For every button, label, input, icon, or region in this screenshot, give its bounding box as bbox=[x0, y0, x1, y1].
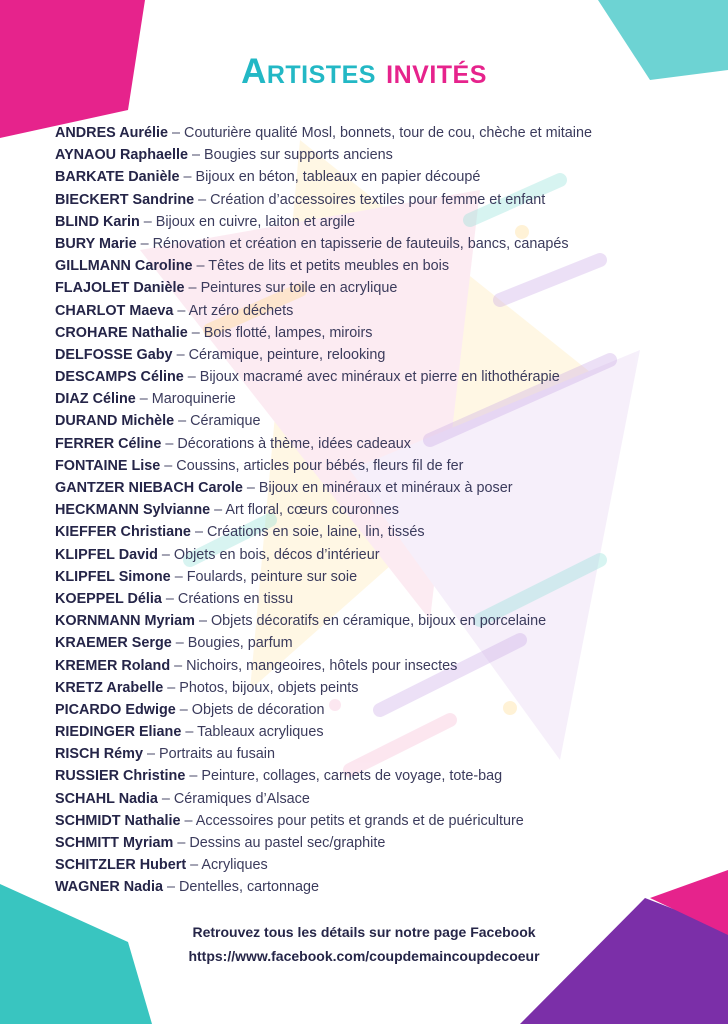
list-item bbox=[55, 433, 695, 455]
page-title bbox=[0, 50, 728, 94]
artist-description: Décorations à thème, idées cadeaux bbox=[177, 435, 411, 452]
separator-dash: – bbox=[167, 679, 176, 696]
artist-name: FERRER Céline bbox=[55, 435, 162, 452]
artist-name: KORNMANN Myriam bbox=[55, 613, 195, 630]
artist-description: Tableaux acryliques bbox=[197, 724, 324, 741]
artist-description: Têtes de lits et petits meubles en bois bbox=[208, 258, 450, 275]
list-item bbox=[55, 521, 695, 543]
artist-description: Création d’accessoires textiles pour femme et enfant bbox=[210, 191, 546, 208]
artist-description: Acryliques bbox=[201, 857, 268, 874]
list-item bbox=[55, 588, 695, 610]
separator-dash: – bbox=[176, 346, 185, 363]
artist-description: Objets décoratifs en céramique, bijoux en porcelaine bbox=[210, 613, 547, 630]
artist-name: KLIPFEL Simone bbox=[55, 568, 171, 585]
artist-name: AYNAOU Raphaelle bbox=[55, 147, 189, 164]
artist-name: GILLMANN Caroline bbox=[55, 258, 193, 275]
list-item bbox=[55, 144, 695, 166]
list-item bbox=[55, 499, 695, 521]
list-item bbox=[55, 566, 695, 588]
separator-dash: – bbox=[165, 435, 174, 452]
artist-name: ANDRES Aurélie bbox=[55, 125, 169, 141]
artist-description: Bijoux en béton, tableaux en papier découpé bbox=[195, 169, 481, 186]
artist-description: Art floral, cœurs couronnes bbox=[225, 502, 399, 519]
artist-name: HECKMANN Sylvianne bbox=[55, 502, 211, 519]
list-item bbox=[55, 544, 695, 566]
title-part-1: Artistes bbox=[241, 52, 376, 91]
artist-description: Nichoirs, mangeoires, hôtels pour insectes bbox=[186, 657, 458, 674]
artist-description: Maroquinerie bbox=[151, 391, 236, 408]
artist-description: Portraits au fusain bbox=[158, 746, 275, 763]
list-item bbox=[55, 410, 695, 432]
separator-dash: – bbox=[185, 724, 194, 741]
artist-description: Art zéro déchets bbox=[188, 302, 294, 319]
artist-name: RIEDINGER Eliane bbox=[55, 724, 182, 741]
artist-description: Couturière qualité Mosl, bonnets, tour de cou, chèche et mitaine bbox=[184, 125, 593, 141]
separator-dash: – bbox=[190, 857, 199, 874]
artist-description: Coussins, articles pour bébés, fleurs fil de fer bbox=[176, 457, 464, 474]
list-item bbox=[55, 655, 695, 677]
artist-name: RISCH Rémy bbox=[55, 746, 143, 763]
artist-name: DESCAMPS Céline bbox=[55, 369, 184, 386]
artist-description: Céramiques d’Alsace bbox=[173, 790, 310, 807]
artist-name: CROHARE Nathalie bbox=[55, 324, 188, 341]
separator-dash: – bbox=[161, 790, 170, 807]
artist-description: Créations en soie, laine, lin, tissés bbox=[206, 524, 425, 541]
separator-dash: – bbox=[187, 369, 196, 386]
separator-dash: – bbox=[140, 235, 149, 252]
artist-description: Bougies, parfum bbox=[187, 635, 293, 652]
artist-name: FLAJOLET Danièle bbox=[55, 280, 185, 297]
separator-dash: – bbox=[143, 213, 152, 230]
artist-name: BLIND Karin bbox=[55, 213, 140, 230]
artist-name: BIECKERT Sandrine bbox=[55, 191, 195, 208]
separator-dash: – bbox=[196, 258, 205, 275]
artist-description: Objets en bois, décos d’intérieur bbox=[173, 546, 380, 563]
separator-dash: – bbox=[174, 568, 183, 585]
artist-description: Rénovation et création en tapisserie de fauteuils, bancs, canapés bbox=[152, 235, 569, 252]
list-item bbox=[55, 300, 695, 322]
artist-name: KIEFFER Christiane bbox=[55, 524, 191, 541]
list-item bbox=[55, 277, 695, 299]
separator-dash: – bbox=[139, 391, 148, 408]
artist-description: Bijoux macramé avec minéraux et pierre en lithothérapie bbox=[199, 369, 560, 386]
artist-name: RUSSIER Christine bbox=[55, 768, 186, 785]
list-item bbox=[55, 788, 695, 810]
artist-description: Dentelles, cartonnage bbox=[178, 879, 319, 896]
footer-text: Retrouvez tous les détails sur notre page Facebook bbox=[192, 924, 536, 940]
separator-dash: – bbox=[192, 147, 201, 164]
artist-list bbox=[55, 122, 695, 899]
artist-name: KREMER Roland bbox=[55, 657, 171, 674]
separator-dash: – bbox=[183, 169, 192, 186]
artist-description: Bijoux en cuivre, laiton et argile bbox=[155, 213, 355, 230]
list-item bbox=[55, 854, 695, 876]
artist-description: Céramique, peinture, relooking bbox=[188, 346, 386, 363]
separator-dash: – bbox=[165, 590, 174, 607]
artist-description: Créations en tissu bbox=[177, 590, 294, 607]
artist-name: KRETZ Arabelle bbox=[55, 679, 164, 696]
separator-dash: – bbox=[246, 480, 255, 496]
artist-name: PICARDO Edwige bbox=[55, 701, 176, 718]
list-item bbox=[55, 743, 695, 765]
artist-name: WAGNER Nadia bbox=[55, 879, 163, 896]
artist-description: Photos, bijoux, objets peints bbox=[179, 679, 359, 696]
artist-name: FONTAINE Lise bbox=[55, 457, 161, 474]
separator-dash: – bbox=[172, 125, 181, 141]
separator-dash: – bbox=[191, 324, 200, 341]
artist-description: Objets de décoration bbox=[191, 701, 325, 718]
separator-dash: – bbox=[214, 502, 223, 519]
artist-description: Peinture, collages, carnets de voyage, tote-bag bbox=[201, 768, 503, 785]
list-item bbox=[55, 765, 695, 787]
title-part-2: invités bbox=[386, 52, 487, 91]
list-item bbox=[55, 810, 695, 832]
list-item bbox=[55, 166, 695, 188]
list-item bbox=[55, 322, 695, 344]
artist-description: Dessins au pastel sec/graphite bbox=[189, 835, 386, 851]
list-item bbox=[55, 876, 695, 898]
list-item bbox=[55, 677, 695, 699]
artist-name: KLIPFEL David bbox=[55, 546, 158, 563]
separator-dash: – bbox=[198, 613, 207, 630]
list-item bbox=[55, 632, 695, 654]
separator-dash: – bbox=[188, 280, 197, 297]
artist-name: SCHMIDT Nathalie bbox=[55, 812, 181, 829]
list-item bbox=[55, 233, 695, 255]
list-item bbox=[55, 366, 695, 388]
separator-dash: – bbox=[166, 879, 175, 896]
artist-description: Bougies sur supports anciens bbox=[204, 147, 393, 164]
list-item bbox=[55, 721, 695, 743]
artist-name: BARKATE Danièle bbox=[55, 169, 180, 186]
artist-name: SCHITZLER Hubert bbox=[55, 857, 187, 874]
artist-description: Bijoux en minéraux et minéraux à poser bbox=[258, 480, 513, 496]
artist-description: Peintures sur toile en acrylique bbox=[200, 280, 398, 297]
facebook-link[interactable]: https://www.facebook.com/coupdemaincoupdecoeur bbox=[188, 948, 540, 964]
separator-dash: – bbox=[177, 835, 186, 851]
artist-name: DIAZ Céline bbox=[55, 391, 136, 408]
separator-dash: – bbox=[198, 191, 207, 208]
artist-description: Accessoires pour petits et grands et de puériculture bbox=[195, 812, 524, 829]
artist-name: KOEPPEL Délia bbox=[55, 590, 162, 607]
separator-dash: – bbox=[184, 812, 193, 829]
list-item bbox=[55, 699, 695, 721]
artist-name: DELFOSSE Gaby bbox=[55, 346, 173, 363]
artist-name: SCHAHL Nadia bbox=[55, 790, 158, 807]
separator-dash: – bbox=[194, 524, 203, 541]
list-item bbox=[55, 832, 695, 854]
artist-description: Bois flotté, lampes, miroirs bbox=[203, 324, 373, 341]
artist-name: KRAEMER Serge bbox=[55, 635, 172, 652]
separator-dash: – bbox=[189, 768, 198, 785]
list-item bbox=[55, 477, 695, 499]
separator-dash: – bbox=[174, 657, 183, 674]
list-item bbox=[55, 211, 695, 233]
list-item bbox=[55, 255, 695, 277]
separator-dash: – bbox=[178, 413, 187, 430]
artist-name: SCHMITT Myriam bbox=[55, 835, 174, 851]
separator-dash: – bbox=[161, 546, 170, 563]
list-item bbox=[55, 122, 695, 144]
list-item bbox=[55, 610, 695, 632]
list-item bbox=[55, 344, 695, 366]
list-item bbox=[55, 388, 695, 410]
artist-description: Foulards, peinture sur soie bbox=[186, 568, 358, 585]
separator-dash: – bbox=[146, 746, 155, 763]
separator-dash: – bbox=[175, 635, 184, 652]
list-item bbox=[55, 189, 695, 211]
separator-dash: – bbox=[164, 457, 173, 474]
separator-dash: – bbox=[179, 701, 188, 718]
artist-name: CHARLOT Maeva bbox=[55, 302, 174, 319]
artist-name: BURY Marie bbox=[55, 235, 137, 252]
list-item bbox=[55, 455, 695, 477]
artist-name: DURAND Michèle bbox=[55, 413, 175, 430]
footer bbox=[0, 920, 728, 968]
artist-description: Céramique bbox=[190, 413, 261, 430]
separator-dash: – bbox=[177, 302, 186, 319]
artist-name: GANTZER NIEBACH Carole bbox=[55, 480, 243, 496]
